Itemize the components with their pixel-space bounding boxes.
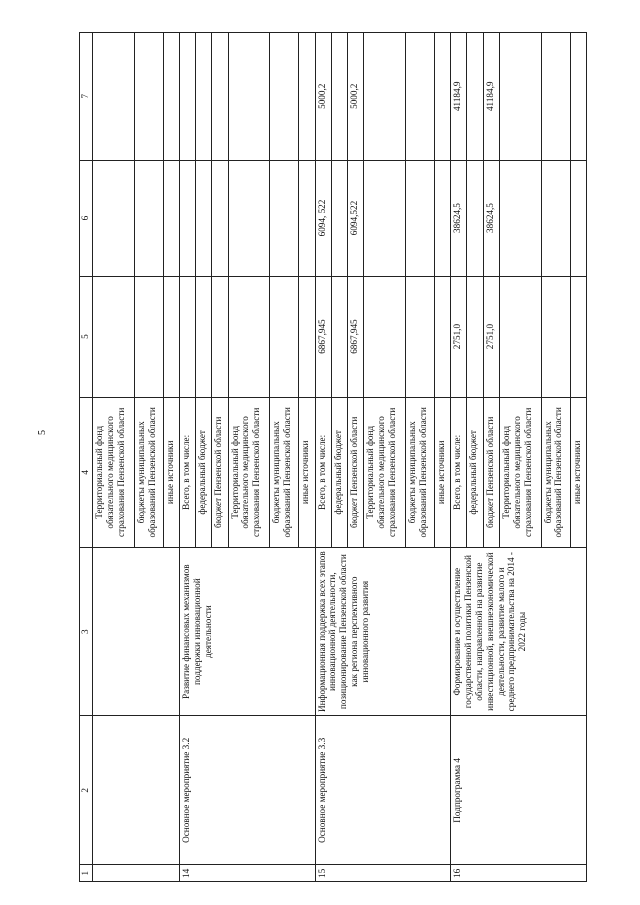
value-col6	[196, 160, 212, 276]
header-cell: 1	[80, 865, 93, 882]
value-col5	[179, 276, 195, 397]
value-col5	[434, 276, 450, 397]
value-col6	[228, 160, 270, 276]
header-cell: 6	[80, 160, 93, 276]
source-cell: иные источники	[434, 397, 450, 547]
value-col7	[541, 33, 570, 161]
source-cell: Территориальный фонд обязательного медицинского страхования Пензенской области	[499, 397, 541, 547]
value-col5: 2751,0	[483, 276, 499, 397]
source-cell: Всего, в том числе:	[315, 397, 331, 547]
value-col5	[364, 276, 406, 397]
value-col7	[331, 33, 347, 161]
source-cell: федеральный бюджет	[196, 397, 212, 547]
value-col5: 6867,945	[315, 276, 331, 397]
value-col5: 2751,0	[451, 276, 467, 397]
rotated-table	[79, 32, 587, 882]
measure-title: Развитие финансовых механизмов поддержки инновационной деятельности	[179, 548, 315, 716]
header-row	[80, 33, 93, 882]
value-col6	[541, 160, 570, 276]
value-col7: 41184,9	[483, 33, 499, 161]
value-col6	[299, 160, 315, 276]
value-col6	[134, 160, 163, 276]
value-col7	[299, 33, 315, 161]
value-col7	[467, 33, 483, 161]
source-cell: иные источники	[163, 397, 179, 547]
page-number: 5	[37, 430, 48, 435]
source-cell: Территориальный фонд обязательного медицинского страхования Пензенской области	[228, 397, 270, 547]
value-col7	[212, 33, 228, 161]
source-cell: бюджет Пензенской области	[347, 397, 363, 547]
source-cell: бюджеты муниципальных образований Пензенской области	[134, 397, 163, 547]
source-cell: Территориальный фонд обязательного медицинского страхования Пензенской области	[364, 397, 406, 547]
value-col5	[134, 276, 163, 397]
value-col6	[270, 160, 299, 276]
source-cell: Всего, в том числе:	[179, 397, 195, 547]
value-col5	[499, 276, 541, 397]
value-col6	[93, 160, 135, 276]
value-col5	[196, 276, 212, 397]
value-col7	[570, 33, 587, 161]
value-col7	[405, 33, 434, 161]
table-container	[79, 32, 587, 882]
funding-table	[79, 32, 587, 882]
source-cell: бюджеты муниципальных образований Пензенской области	[270, 397, 299, 547]
value-col5	[331, 276, 347, 397]
value-col6	[499, 160, 541, 276]
value-col6	[364, 160, 406, 276]
cont-kind-cell	[93, 716, 180, 865]
source-cell: федеральный бюджет	[467, 397, 483, 547]
header-cell: 2	[80, 716, 93, 865]
value-col7	[364, 33, 406, 161]
row-number: 16	[451, 865, 587, 882]
value-col5: 6867,945	[347, 276, 363, 397]
value-col6: 38624,5	[451, 160, 467, 276]
cont-num-cell	[93, 865, 180, 882]
table-row	[179, 33, 195, 882]
value-col5	[405, 276, 434, 397]
value-col6	[163, 160, 179, 276]
value-col5	[163, 276, 179, 397]
measure-kind: Подпрограмма 4	[451, 716, 587, 865]
value-col6: 6094,522	[347, 160, 363, 276]
value-col7: 5000,2	[347, 33, 363, 161]
value-col6	[570, 160, 587, 276]
value-col5	[467, 276, 483, 397]
value-col7: 41184,9	[451, 33, 467, 161]
value-col5	[270, 276, 299, 397]
value-col7	[228, 33, 270, 161]
table-row	[93, 33, 135, 882]
source-cell: бюджет Пензенской области	[212, 397, 228, 547]
source-cell: Территориальный фонд обязательного медицинского страхования Пензенской области	[93, 397, 135, 547]
measure-title: Информационная поддержка всех этапов инновационной деятельности, позиционирование Пензенской области как региона перспективного инновационного развития	[315, 548, 451, 716]
value-col7	[134, 33, 163, 161]
value-col5	[299, 276, 315, 397]
value-col7	[163, 33, 179, 161]
value-col5	[93, 276, 135, 397]
source-cell: бюджеты муниципальных образований Пензенской области	[405, 397, 434, 547]
value-col7	[434, 33, 450, 161]
value-col6	[212, 160, 228, 276]
value-col7	[196, 33, 212, 161]
header-cell: 4	[80, 397, 93, 547]
measure-title: Формирование и осуществление государственной политики Пензенской области, направленной на развитие инвестиционной, внешнеэкономической деятельности, развитие малого и среднего предпринимательства на 2014 - 2022 годы	[451, 548, 587, 716]
source-cell: бюджет Пензенской области	[483, 397, 499, 547]
value-col6	[434, 160, 450, 276]
source-cell: иные источники	[299, 397, 315, 547]
value-col5	[541, 276, 570, 397]
value-col7	[93, 33, 135, 161]
cont-title-cell	[93, 548, 180, 716]
source-cell: бюджеты муниципальных образований Пензенской области	[541, 397, 570, 547]
header-cell: 7	[80, 33, 93, 161]
value-col5	[228, 276, 270, 397]
source-cell: иные источники	[570, 397, 587, 547]
value-col5	[570, 276, 587, 397]
row-number: 15	[315, 865, 451, 882]
header-cell: 3	[80, 548, 93, 716]
value-col7: 5000,2	[315, 33, 331, 161]
source-cell: Всего, в том числе:	[451, 397, 467, 547]
measure-kind: Основное мероприятие 3.3	[315, 716, 451, 865]
value-col5	[212, 276, 228, 397]
table-row	[315, 33, 331, 882]
value-col6: 38624,5	[483, 160, 499, 276]
value-col7	[499, 33, 541, 161]
header-cell: 5	[80, 276, 93, 397]
value-col7	[179, 33, 195, 161]
value-col6	[467, 160, 483, 276]
value-col6	[179, 160, 195, 276]
value-col6: 6094, 522	[315, 160, 331, 276]
source-cell: федеральный бюджет	[331, 397, 347, 547]
value-col7	[270, 33, 299, 161]
value-col6	[331, 160, 347, 276]
row-number: 14	[179, 865, 315, 882]
table-row	[451, 33, 467, 882]
value-col6	[405, 160, 434, 276]
measure-kind: Основное мероприятие 3.2	[179, 716, 315, 865]
